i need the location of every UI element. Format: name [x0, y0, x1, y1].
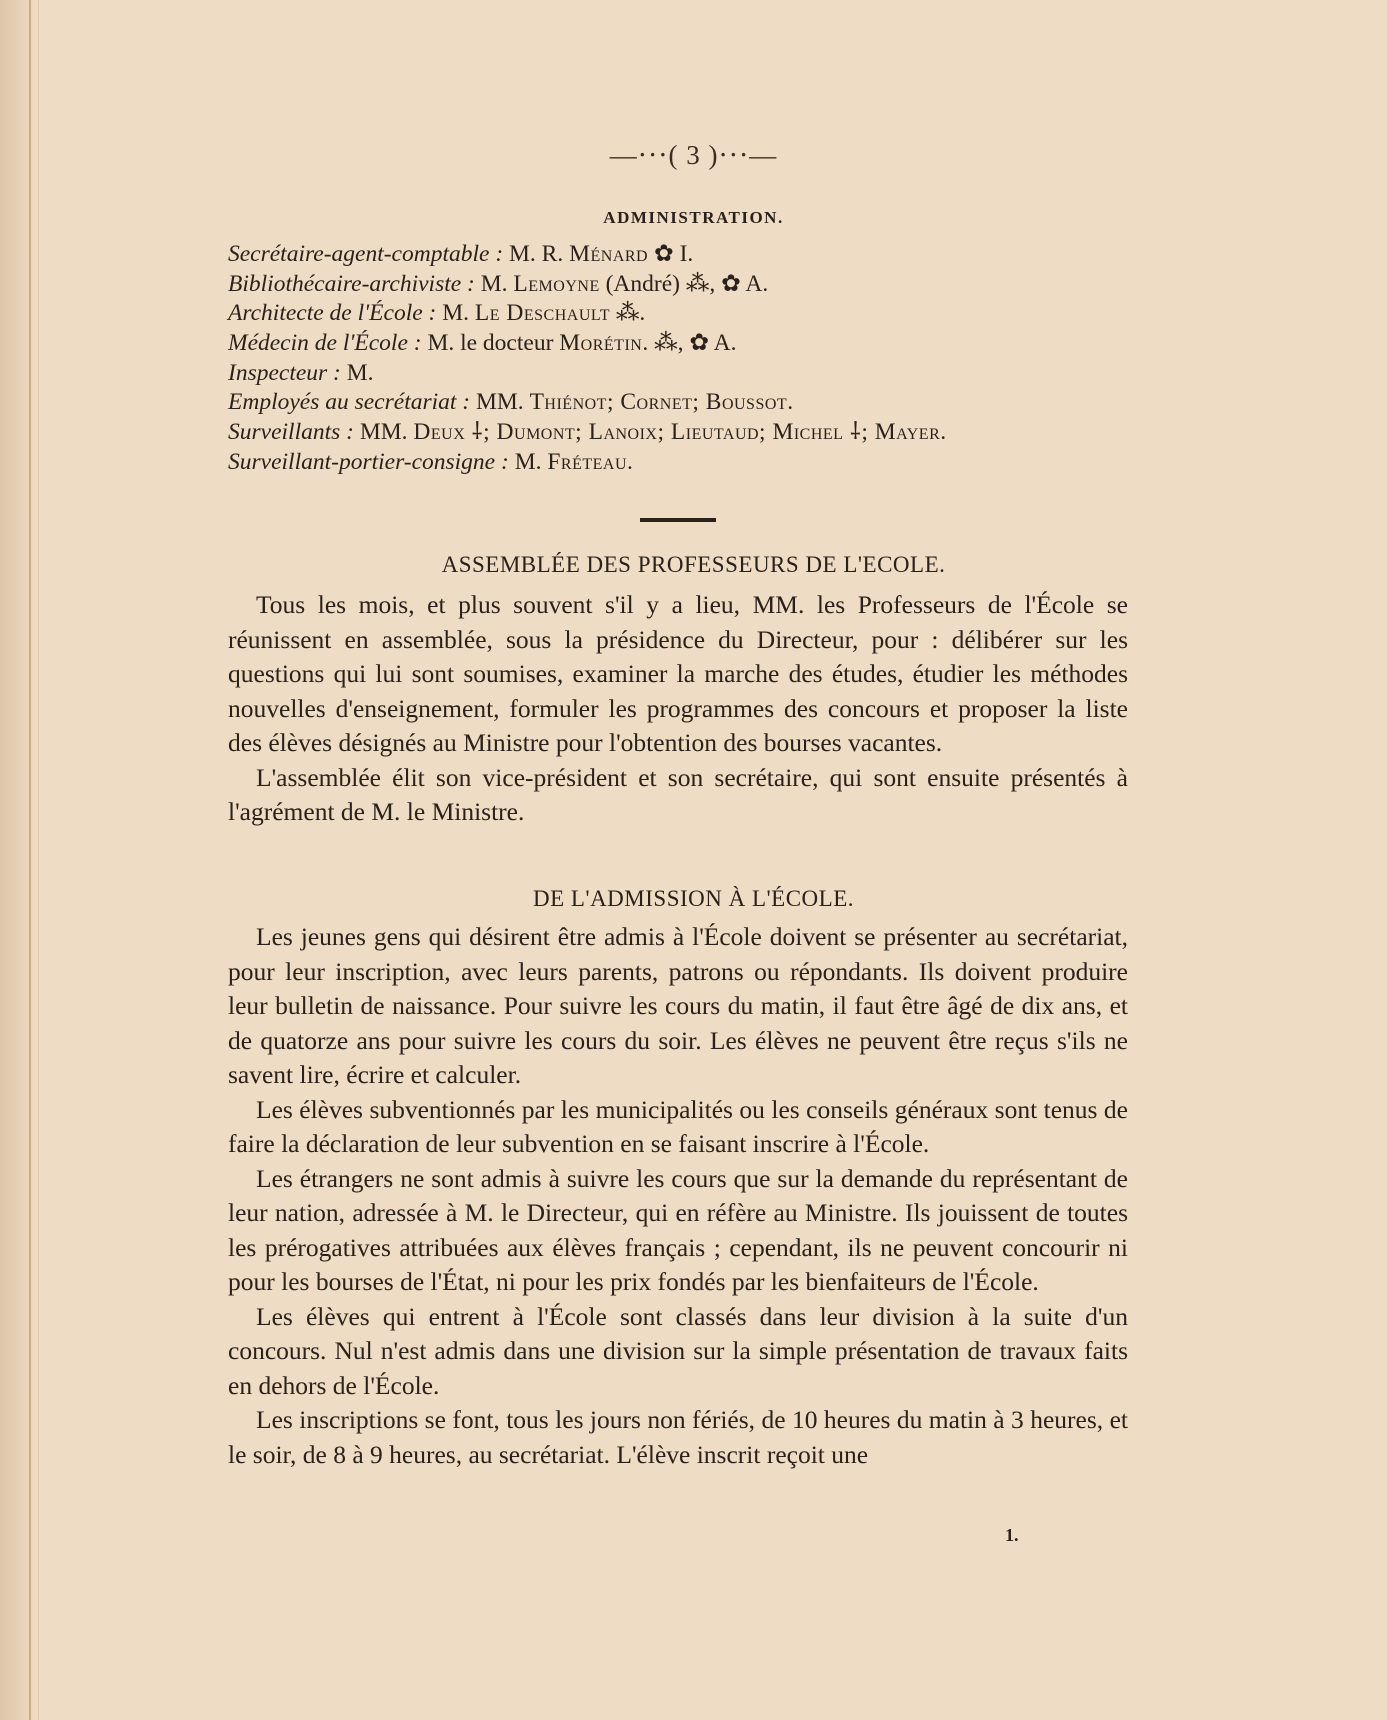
entry-names: Fréteau: [547, 448, 628, 475]
administration-title: ADMINISTRATION.: [603, 208, 784, 227]
administration-entry: [228, 299, 1128, 329]
administration-entry: [228, 240, 1128, 270]
administration-entry: [228, 418, 1128, 448]
paragraph: Les étrangers ne sont admis à suivre les cours que sur la demande du représentant de leur nation, adressée à M. le Directeur, qui en réfère au Ministre. Ils jouissent de toutes les prérogatives attribuées aux élèves français ; cependant, ils ne peuvent concourir ni pour les bourses de l'État, ni pour les prix fondés par les bienfaiteurs de l'École.: [228, 1163, 1128, 1296]
entry-text: MM.: [470, 389, 530, 416]
signature-mark: 1.: [1005, 1525, 1019, 1545]
entry-names: Morétin: [559, 330, 643, 357]
entry-text: M. le docteur: [421, 330, 560, 357]
entry-suffix: .: [940, 419, 947, 446]
section-body-admission: [228, 920, 1128, 1472]
entry-role: Employés au secrétariat :: [228, 389, 471, 416]
entry-suffix: ✿ I.: [648, 241, 694, 267]
page-number-header: [0, 140, 1387, 171]
administration-entry: [228, 388, 1128, 418]
entry-suffix: . ⁂, ✿ A.: [642, 330, 737, 357]
entry-suffix: .: [787, 389, 794, 416]
entry-text: M.: [340, 359, 374, 386]
entry-role: Surveillant-portier-consigne :: [228, 448, 509, 475]
entry-names: Thiénot; Cornet; Boussot: [529, 389, 788, 416]
entry-role: Inspecteur :: [228, 359, 341, 386]
entry-names: Ménard: [569, 241, 649, 267]
entry-role: Bibliothécaire-archiviste :: [228, 270, 475, 297]
section-title-admission: DE L'ADMISSION À L'ÉCOLE.: [532, 886, 855, 911]
entry-names: Deux ⸸; Dumont; Lanoix; Lieutaud; Michel ⸸; Mayer: [413, 419, 941, 446]
entry-role: Surveillants :: [228, 419, 354, 446]
paragraph: Tous les mois, et plus souvent s'il y a lieu, MM. les Professeurs de l'École se réunissent en assemblée, sous la présidence du Directeur, pour : délibérer sur les questions qui lui sont soumises, examiner la marche des études, étudier les méthodes nouvelles d'enseignement, formuler les programmes des concours et proposer la liste des élèves désignés au Ministre pour l'obtention des bourses vacantes.: [228, 590, 1128, 757]
page-number: —⋅⋅⋅( 3 )⋅⋅⋅—: [609, 140, 778, 170]
entry-suffix: .: [627, 448, 633, 475]
entry-names: Le Deschault: [474, 300, 610, 327]
paragraph: Les inscriptions se font, tous les jours non fériés, de 10 heures du matin à 3 heures, et le soir, de 8 à 9 heures, au secrétariat. L'élève inscrit reçoit une: [228, 1405, 1128, 1469]
entry-suffix: ⁂.: [609, 300, 646, 327]
entry-suffix: (André) ⁂, ✿ A.: [599, 270, 769, 297]
entry-text: M. R.: [503, 241, 570, 267]
section-divider-rule: [640, 518, 716, 522]
entry-role: Médecin de l'École :: [228, 330, 422, 357]
section-title-assemblee: ASSEMBLÉE DES PROFESSEURS DE L'ECOLE.: [441, 552, 946, 577]
section-body-assemblee: [228, 588, 1128, 830]
administration-entry: [228, 270, 1128, 300]
paragraph: Les jeunes gens qui désirent être admis à l'École doivent se présenter au secrétariat, pour leur inscription, avec leurs parents, patrons ou répondants. Ils doivent produire leur bulletin de naissance. Pour suivre les cours du matin, il faut être âgé de dix ans, et de quatorze ans pour suivre les cours du soir. Les élèves ne peuvent être reçus s'ils ne savent lire, écrire et calculer.: [228, 922, 1128, 1089]
entry-text: M.: [436, 300, 475, 327]
binding-gutter: [0, 0, 39, 1720]
administration-entry: [228, 448, 1128, 478]
administration-entry: [228, 329, 1128, 359]
paragraph: Les élèves subventionnés par les municipalités ou les conseils généraux sont tenus de faire la déclaration de leur subvention en se faisant inscrire à l'École.: [228, 1094, 1128, 1158]
entry-names: Lemoyne: [513, 270, 600, 297]
entry-text: M.: [508, 448, 548, 475]
paragraph: L'assemblée élit son vice-président et son secrétaire, qui sont ensuite présentés à l'agrément de M. le Ministre.: [228, 762, 1128, 826]
administration-entry: [228, 359, 1128, 389]
entry-role: Architecte de l'École :: [228, 300, 437, 327]
entry-text: M.: [474, 270, 514, 297]
paragraph: Les élèves qui entrent à l'École sont classés dans leur division à la suite d'un concours. Nul n'est admis dans une division sur la simple présentation de travaux faits en dehors de l'École.: [228, 1301, 1128, 1400]
administration-list: [228, 240, 1128, 478]
gutter-edge-line: [29, 0, 31, 1720]
entry-role: Secrétaire-agent-comptable :: [228, 241, 504, 267]
entry-text: MM.: [353, 419, 414, 446]
